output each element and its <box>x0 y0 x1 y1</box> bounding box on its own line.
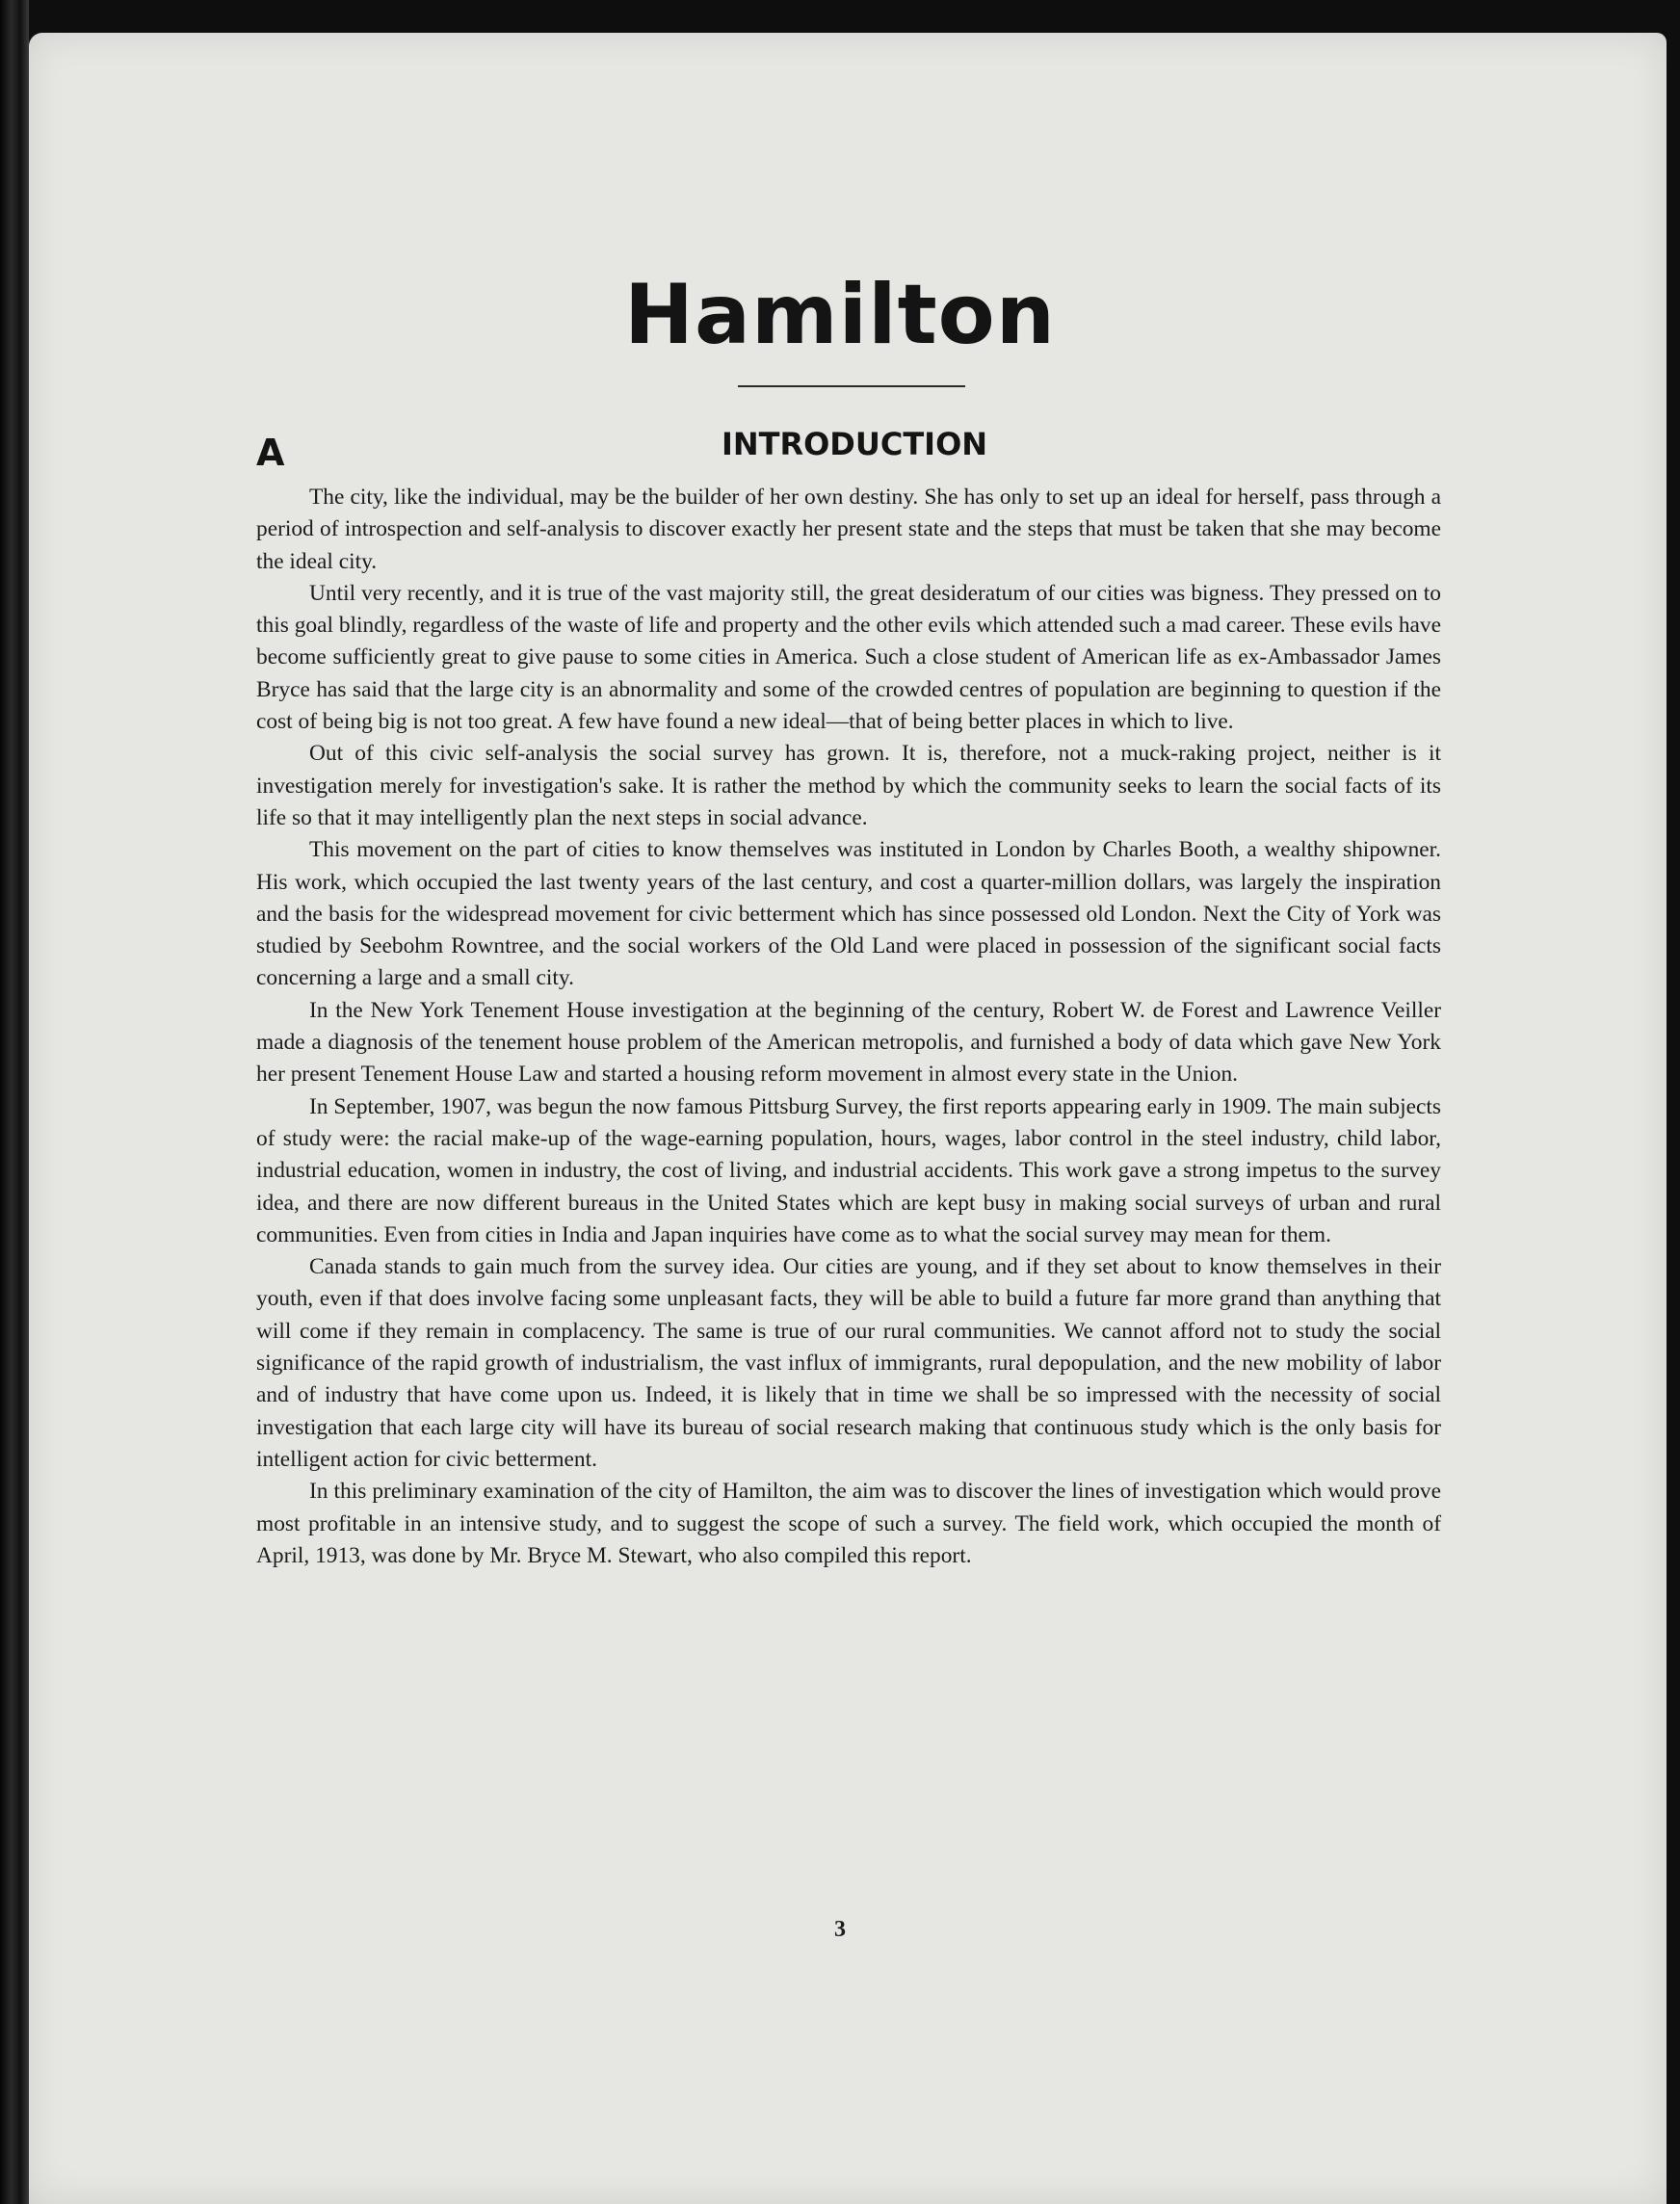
paragraph-4: This movement on the part of cities to know themselves was instituted in London by Charles Booth, a wealthy shipowner. His work, which occupied the last twenty years of the last century, and cost a quarter-million dollars, was largely the inspiration and the basis for the widespread movement for civic betterment which has since possessed old London. Next the City of York was studied by Seebohm Rowntree, and the social workers of the Old Land were placed in possession of the significant social facts concerning a large and a small city. <box>256 837 1441 991</box>
paragraph-7: Canada stands to gain much from the survey idea. Our cities are young, and if they set about to know themselves in their youth, even if that does involve facing some unpleasant facts, they will be able to build a future far more grand than anything that will come if they remain in complacency. The same is true of our rural communities. We cannot afford not to study the social significance of the rapid growth of industrialism, the vast influx of immigrants, rural depopulation, and the new mobility of labor and of industry that have come upon us. Indeed, it is likely that in time we shall be so impressed with the necessity of social investigation that each large city will have its bureau of social research making that continuous study which is the only basis for intelligent action for civic betterment. <box>256 1254 1441 1472</box>
body-text <box>256 482 1441 1572</box>
page-number: 3 <box>834 1917 846 1942</box>
paragraph-1: The city, like the individual, may be the builder of her own destiny. She has only to set up an ideal for herself, pass through a period of introspection and self-analysis to discover exactly her present state and the steps that must be taken that she may become the ideal city. <box>256 485 1441 574</box>
paragraph-8: In this preliminary examination of the city of Hamilton, the aim was to discover the lines of investigation which would prove most profitable in an intensive study, and to suggest the scope of such a survey. The field work, which occupied the month of April, 1913, was done by Mr. Bryce M. Stewart, who also compiled this report. <box>256 1479 1441 1568</box>
page-title: Hamilton <box>624 267 1056 363</box>
paragraph-3: Out of this civic self-analysis the social survey has grown. It is, therefore, not a muck-raking project, neither is it investigation merely for investigation's sake. It is rather the method by which the community seeks to learn the social facts of its life so that it may intelligently plan the next steps in social advance. <box>256 741 1441 830</box>
title-divider <box>738 385 965 387</box>
paragraph-6: In September, 1907, was begun the now famous Pittsburg Survey, the first reports appearing early in 1909. The main subjects of study were: the racial make-up of the wage-earning population, hours, wages, labor control in the steel industry, child labor, industrial education, women in industry, the cost of living, and industrial accidents. This work gave a strong impetus to the survey idea, and there are now different bureaus in the United States which are kept busy in making social surveys of urban and rural communities. Even from cities in India and Japan inquiries have come as to what the social survey may mean for them. <box>256 1093 1441 1247</box>
paragraph-2: Until very recently, and it is true of the vast majority still, the great desideratum of our cities was bigness. They pressed on to this goal blindly, regardless of the waste of life and property and the other evils which attended such a mad career. These evils have become sufficiently great to give pause to some cities in America. Such a close student of American life as ex-Ambassador James Bryce has said that the large city is an abnormality and some of the crowded centres of population are beginning to question if the cost of being big is not too great. A few have found a new ideal—that of being better places in which to live. <box>256 580 1441 735</box>
paragraph-5: In the New York Tenement House investigation at the beginning of the century, Robert W. de Forest and Lawrence Veiller made a diagnosis of the tenement house problem of the American metropolis, and furnished a body of data which gave New York her present Tenement House Law and started a housing reform movement in almost every state in the Union. <box>256 997 1441 1088</box>
section-letter: A <box>256 432 285 474</box>
section-heading: INTRODUCTION <box>721 426 988 462</box>
